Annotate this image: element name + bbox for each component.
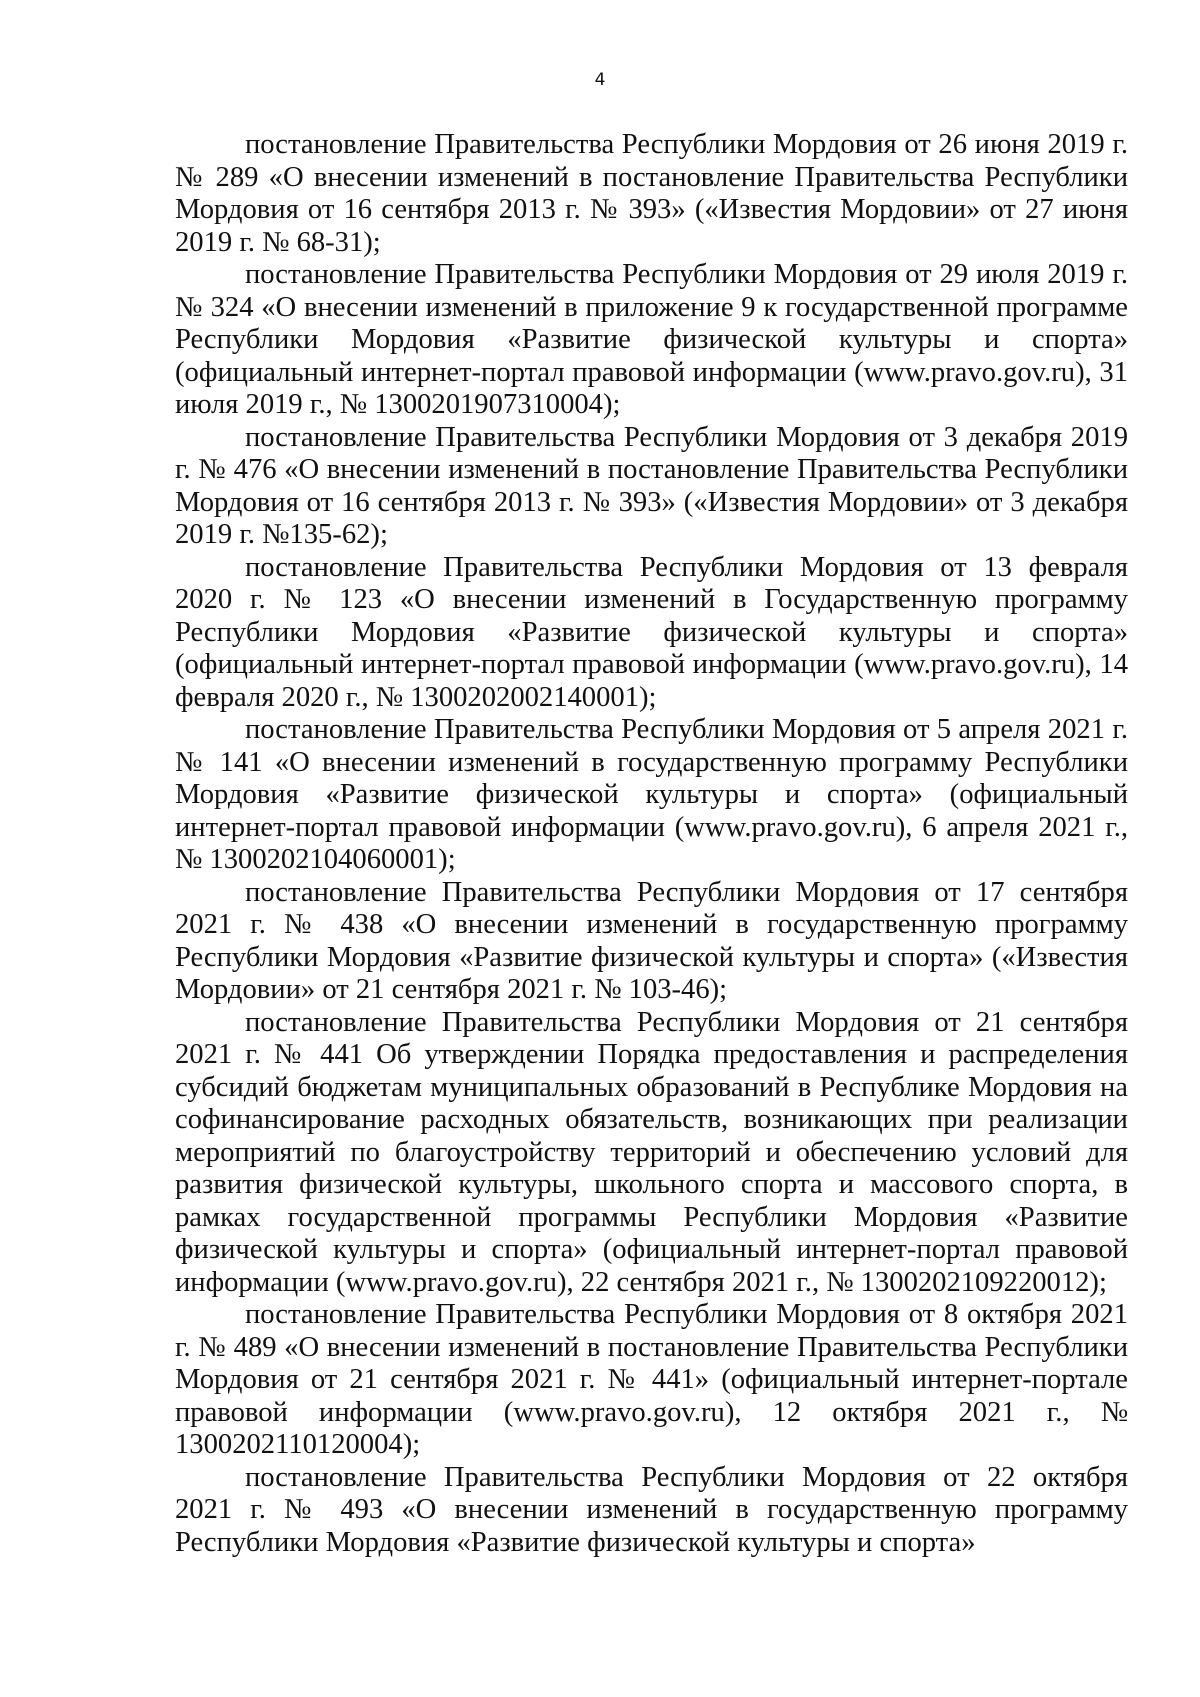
paragraph-5: постановление Правительства Республики Мордовия от 5 апреля 2021 г. № 141 «О внесении изменений в государственную программу Республики Мордовия «Развитие физической культуры и спорта» (официальный интернет-портал правовой информации (www.pravo.gov.ru), 6 апреля 2021 г., № 1300202104060001); — [175, 714, 1128, 875]
paragraph-9: постановление Правительства Республики Мордовия от 22 октября 2021 г. № 493 «О внесении изменений в государственную программу Республики Мордовия «Развитие физической культуры и спорта» — [175, 1461, 1128, 1558]
paragraph-2: постановление Правительства Республики Мордовия от 29 июля 2019 г. № 324 «О внесении изменений в приложение 9 к государственной программе Республики Мордовия «Развитие физической культуры и спорта» (официальный интернет-портал правовой информации (www.pravo.gov.ru), 31 июля 2019 г., № 1300201907310004); — [175, 259, 1128, 420]
paragraph-7: постановление Правительства Республики Мордовия от 21 сентября 2021 г. № 441 Об утверждении Порядка предоставления и распределения субсидий бюджетам муниципальных образований в Республике Мордовия на софинансирование расходных обязательств, возникающих при реализации мероприятий по благоустройству территорий и обеспечению условий для развития физической культуры, школьного спорта и массового спорта, в рамках государственной программы Республики Мордовия «Развитие физической культуры и спорта» (официальный интернет-портал правовой информации (www.pravo.gov.ru), 22 сентября 2021 г., № 1300202109220012); — [175, 1006, 1128, 1298]
paragraph-4: постановление Правительства Республики Мордовия от 13 февраля 2020 г. № 123 «О внесении изменений в Государственную программу Республики Мордовия «Развитие физической культуры и спорта» (официальный интернет-портал правовой информации (www.pravo.gov.ru), 14 февраля 2020 г., № 1300202002140001); — [175, 551, 1128, 713]
page-number: 4 — [594, 70, 606, 90]
paragraph-6: постановление Правительства Республики Мордовия от 17 сентября 2021 г. № 438 «О внесении изменений в государственную программу Республики Мордовия «Развитие физической культуры и спорта» («Известия Мордовии» от 21 сентября 2021 г. № 103-46); — [175, 876, 1128, 1005]
document-body — [175, 129, 1128, 1559]
paragraph-1: постановление Правительства Республики Мордовия от 26 июня 2019 г. № 289 «О внесении изменений в постановление Правительства Республики Мордовия от 16 сентября 2013 г. № 393» («Известия Мордовии» от 27 июня 2019 г. № 68-31); — [175, 129, 1128, 258]
paragraph-8: постановление Правительства Республики Мордовия от 8 октября 2021 г. № 489 «О внесении изменений в постановление Правительства Республики Мордовия от 21 сентября 2021 г. № 441» (официальный интернет-портале правовой информации (www.pravo.gov.ru), 12 октября 2021 г., № 1300202110120004); — [175, 1299, 1128, 1460]
paragraph-3: постановление Правительства Республики Мордовия от 3 декабря 2019 г. № 476 «О внесении изменений в постановление Правительства Республики Мордовия от 16 сентября 2013 г. № 393» («Известия Мордовии» от 3 декабря 2019 г. №135-62); — [175, 421, 1128, 550]
